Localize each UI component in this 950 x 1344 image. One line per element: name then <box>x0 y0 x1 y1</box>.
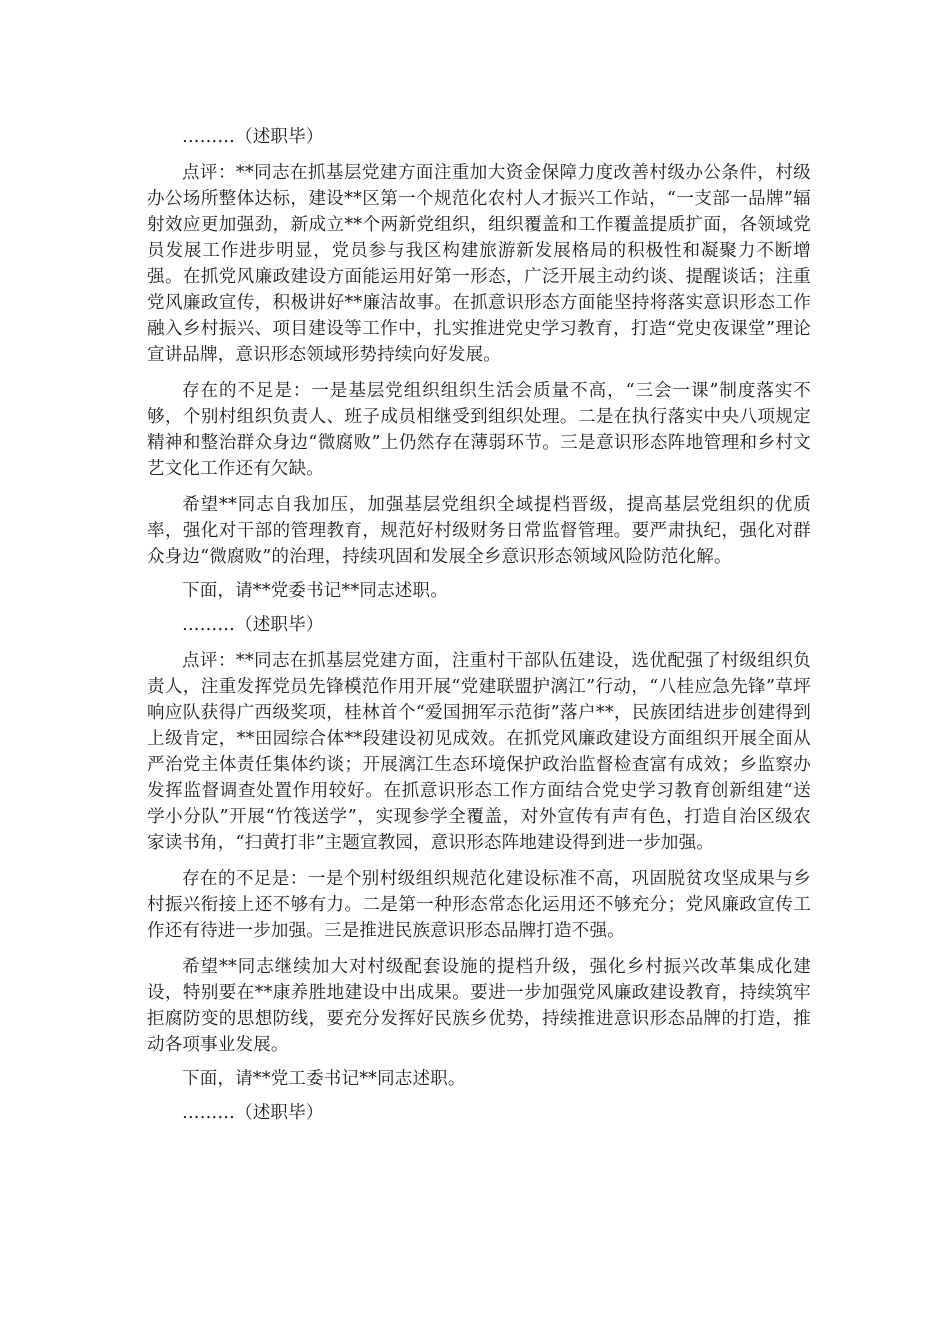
shortcomings-paragraph: 存在的不足是：一是基层党组织组织生活会质量不高，“三会一课”制度落实不够，个别村组织负责人、班子成员相继受到组织处理。二是在执行落实中央八项规定精神和整治群众身边“微腐败”上仍然存在薄弱环节。三是意识形态阵地管理和乡村文艺文化工作还有欠缺。 <box>147 381 811 479</box>
comment-paragraph: 点评：**同志在抓基层党建方面，注重村干部队伍建设，选优配强了村级组织负责人，注重发挥党员先锋模范作用开展“党建联盟护漓江”行动，“八桂应急先锋”草坪响应队获得广西级奖项，桂林首个“爱国拥军示范街”落户**，民族团结进步创建得到上级肯定，**田园综合体**段建设初见成效。在抓党风廉政建设方面组织开展全面从严治党主体责任集体约谈；开展漓江生态环境保护政治监督检查富有成效；乡监察办发挥监督调查处置作用较好。在抓意识形态工作方面结合党史学习教育创新组建“送学小分队”开展“竹筏送学”，实现参学全覆盖，对外宣传有声有色，打造自治区级农家读书角，“扫黄打非”主题宣教园，意识形态阵地建设得到进一步加强。 <box>147 651 811 853</box>
expectation-paragraph: 希望**同志自我加压，加强基层党组织全域提档晋级，提高基层党组织的优质率，强化对干部的管理教育，规范好村级财务日常监督管理。要严肃执纪，强化对群众身边“微腐败”的治理，持续巩固和发展全乡意识形态领域风险防范化解。 <box>147 495 811 567</box>
next-speaker-line: 下面，请**党工委书记**同志述职。 <box>182 1069 466 1089</box>
closing-remark: ………（述职毕） <box>182 127 324 147</box>
closing-remark: ………（述职毕） <box>182 1103 324 1123</box>
shortcomings-paragraph: 存在的不足是：一是个别村级组织规范化建设标准不高，巩固脱贫攻坚成果与乡村振兴衔接上还不够有力。二是第一种形态常态化运用还不够充分；党风廉政宣传工作还有待进一步加强。三是推进民族意识形态品牌打造不强。 <box>147 869 811 941</box>
expectation-paragraph: 希望**同志继续加大对村级配套设施的提档升级，强化乡村振兴改革集成化建设，特别要在**康养胜地建设中出成果。要进一步加强党风廉政建设教育，持续筑牢拒腐防变的思想防线，要充分发挥好民族乡优势，持续推进意识形态品牌的打造，推动各项事业发展。 <box>147 957 811 1055</box>
closing-remark: ………（述职毕） <box>182 615 324 635</box>
comment-paragraph: 点评：**同志在抓基层党建方面注重加大资金保障力度改善村级办公条件，村级办公场所整体达标，建设**区第一个规范化农村人才振兴工作站，“一支部一品牌”辐射效应更加强劲，新成立**个两新党组织，组织覆盖和工作覆盖提质扩面，各领域党员发展工作进步明显，党员参与我区构建旅游新发展格局的积极性和凝聚力不断增强。在抓党风廉政建设方面能运用好第一形态，广泛开展主动约谈、提醒谈话；注重党风廉政宣传，积极讲好**廉洁故事。在抓意识形态方面能坚持将落实意识形态工作融入乡村振兴、项目建设等工作中，扎实推进党史学习教育，打造“党史夜课堂”理论宣讲品牌，意识形态领域形势持续向好发展。 <box>147 163 811 365</box>
next-speaker-line: 下面，请**党委书记**同志述职。 <box>182 581 448 601</box>
document-body <box>147 124 811 1126</box>
